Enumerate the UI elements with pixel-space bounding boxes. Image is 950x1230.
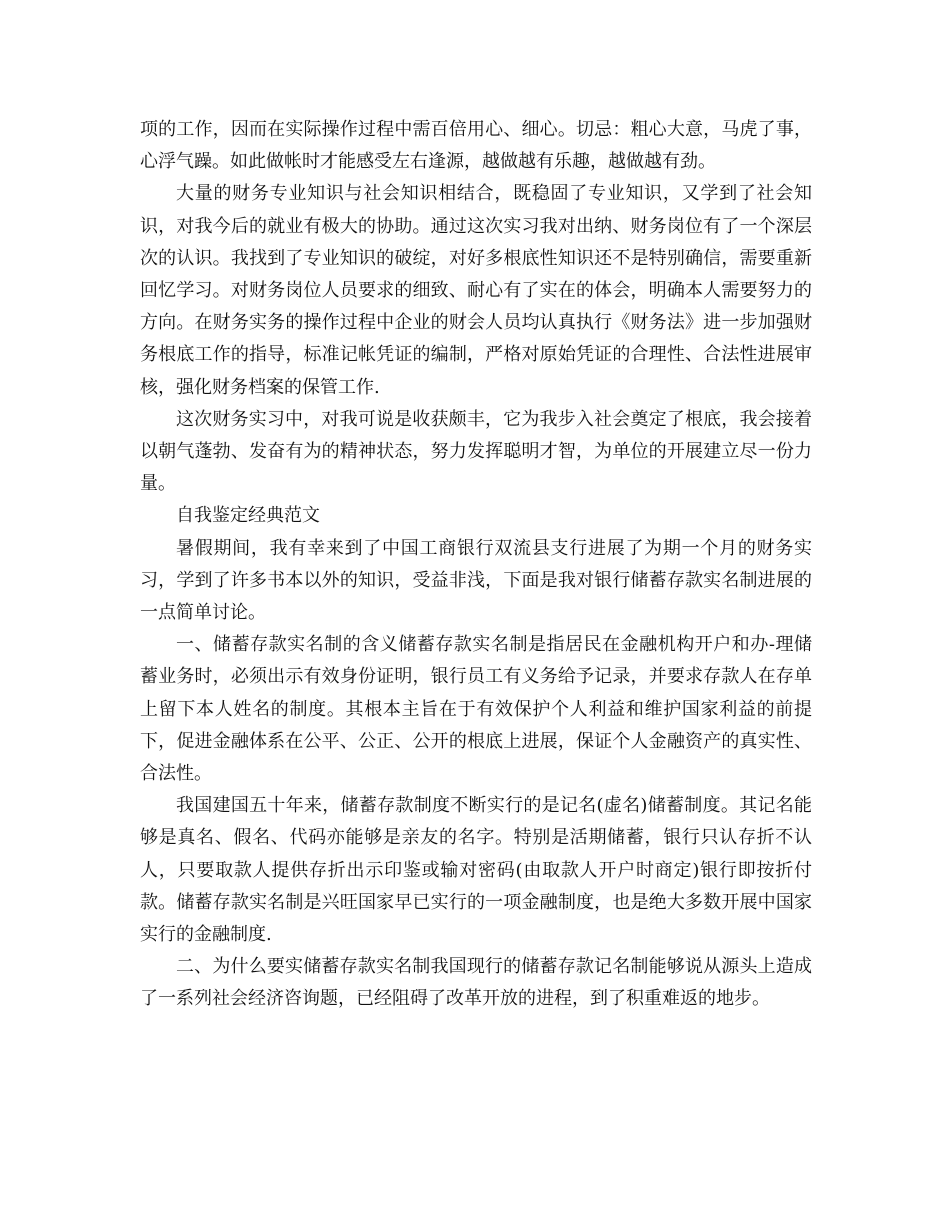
paragraph-1: 项的工作，因而在实际操作过程中需百倍用心、细心。切忌：粗心大意，马虎了事，心浮气躁。如此做帐时才能感受左右逢源，越做越有乐趣，越做越有劲。 (140, 119, 812, 173)
paragraph-5: 一、储蓄存款实名制的含义储蓄存款实名制是指居民在金融机构开户和办-理储蓄业务时，必须出示有效身份证明，银行员工有义务给予记录，并要求存款人在存单上留下本人姓名的制度。其根本主旨在于有效保护个人利益和维护国家利益的前提下，促进金融体系在公平、公正、公开的根底上进展，保证个人金融资产的真实性、合法性。 (140, 634, 812, 785)
section-heading: 自我鉴定经典范文 (176, 505, 320, 527)
paragraph-7: 二、为什么要实储蓄存款实名制我国现行的储蓄存款记名制能够说从源头上造成了一系列社会经济咨询题，已经阻碍了改革开放的进程，到了积重难返的地步。 (140, 956, 812, 1010)
paragraph-6: 我国建国五十年来，储蓄存款制度不断实行的是记名(虚名)储蓄制度。其记名能够是真名、假名、代码亦能够是亲友的名字。特别是活期储蓄，银行只认存折不认人，只要取款人提供存折出示印鉴或输对密码(由取款人开户时商定)银行即按折付款。储蓄存款实名制是兴旺国家早已实行的一项金融制度，也是绝大多数开展中国家实行的金融制度. (140, 795, 812, 946)
paragraph-4: 暑假期间，我有幸来到了中国工商银行双流县支行进展了为期一个月的财务实习，学到了许多书本以外的知识，受益非浅，下面是我对银行储蓄存款实名制进展的一点简单讨论。 (140, 537, 812, 624)
paragraph-2: 大量的财务专业知识与社会知识相结合，既稳固了专业知识，又学到了社会知识，对我今后的就业有极大的协助。通过这次实习我对出纳、财务岗位有了一个深层次的认识。我找到了专业知识的破绽，对好多根底性知识还不是特别确信，需要重新回忆学习。对财务岗位人员要求的细致、耐心有了实在的体会，明确本人需要努力的方向。在财务实务的操作过程中企业的财会人员均认真执行《财务法》进一步加强财务根底工作的指导，标准记帐凭证的编制，严格对原始凭证的合理性、合法性进展审核，强化财务档案的保管工作. (140, 183, 812, 398)
document-body (140, 114, 812, 1016)
paragraph-3: 这次财务实习中，对我可说是收获颇丰，它为我步入社会奠定了根底，我会接着以朝气蓬勃、发奋有为的精神状态，努力发挥聪明才智，为单位的开展建立尽一份力量。 (140, 408, 812, 495)
